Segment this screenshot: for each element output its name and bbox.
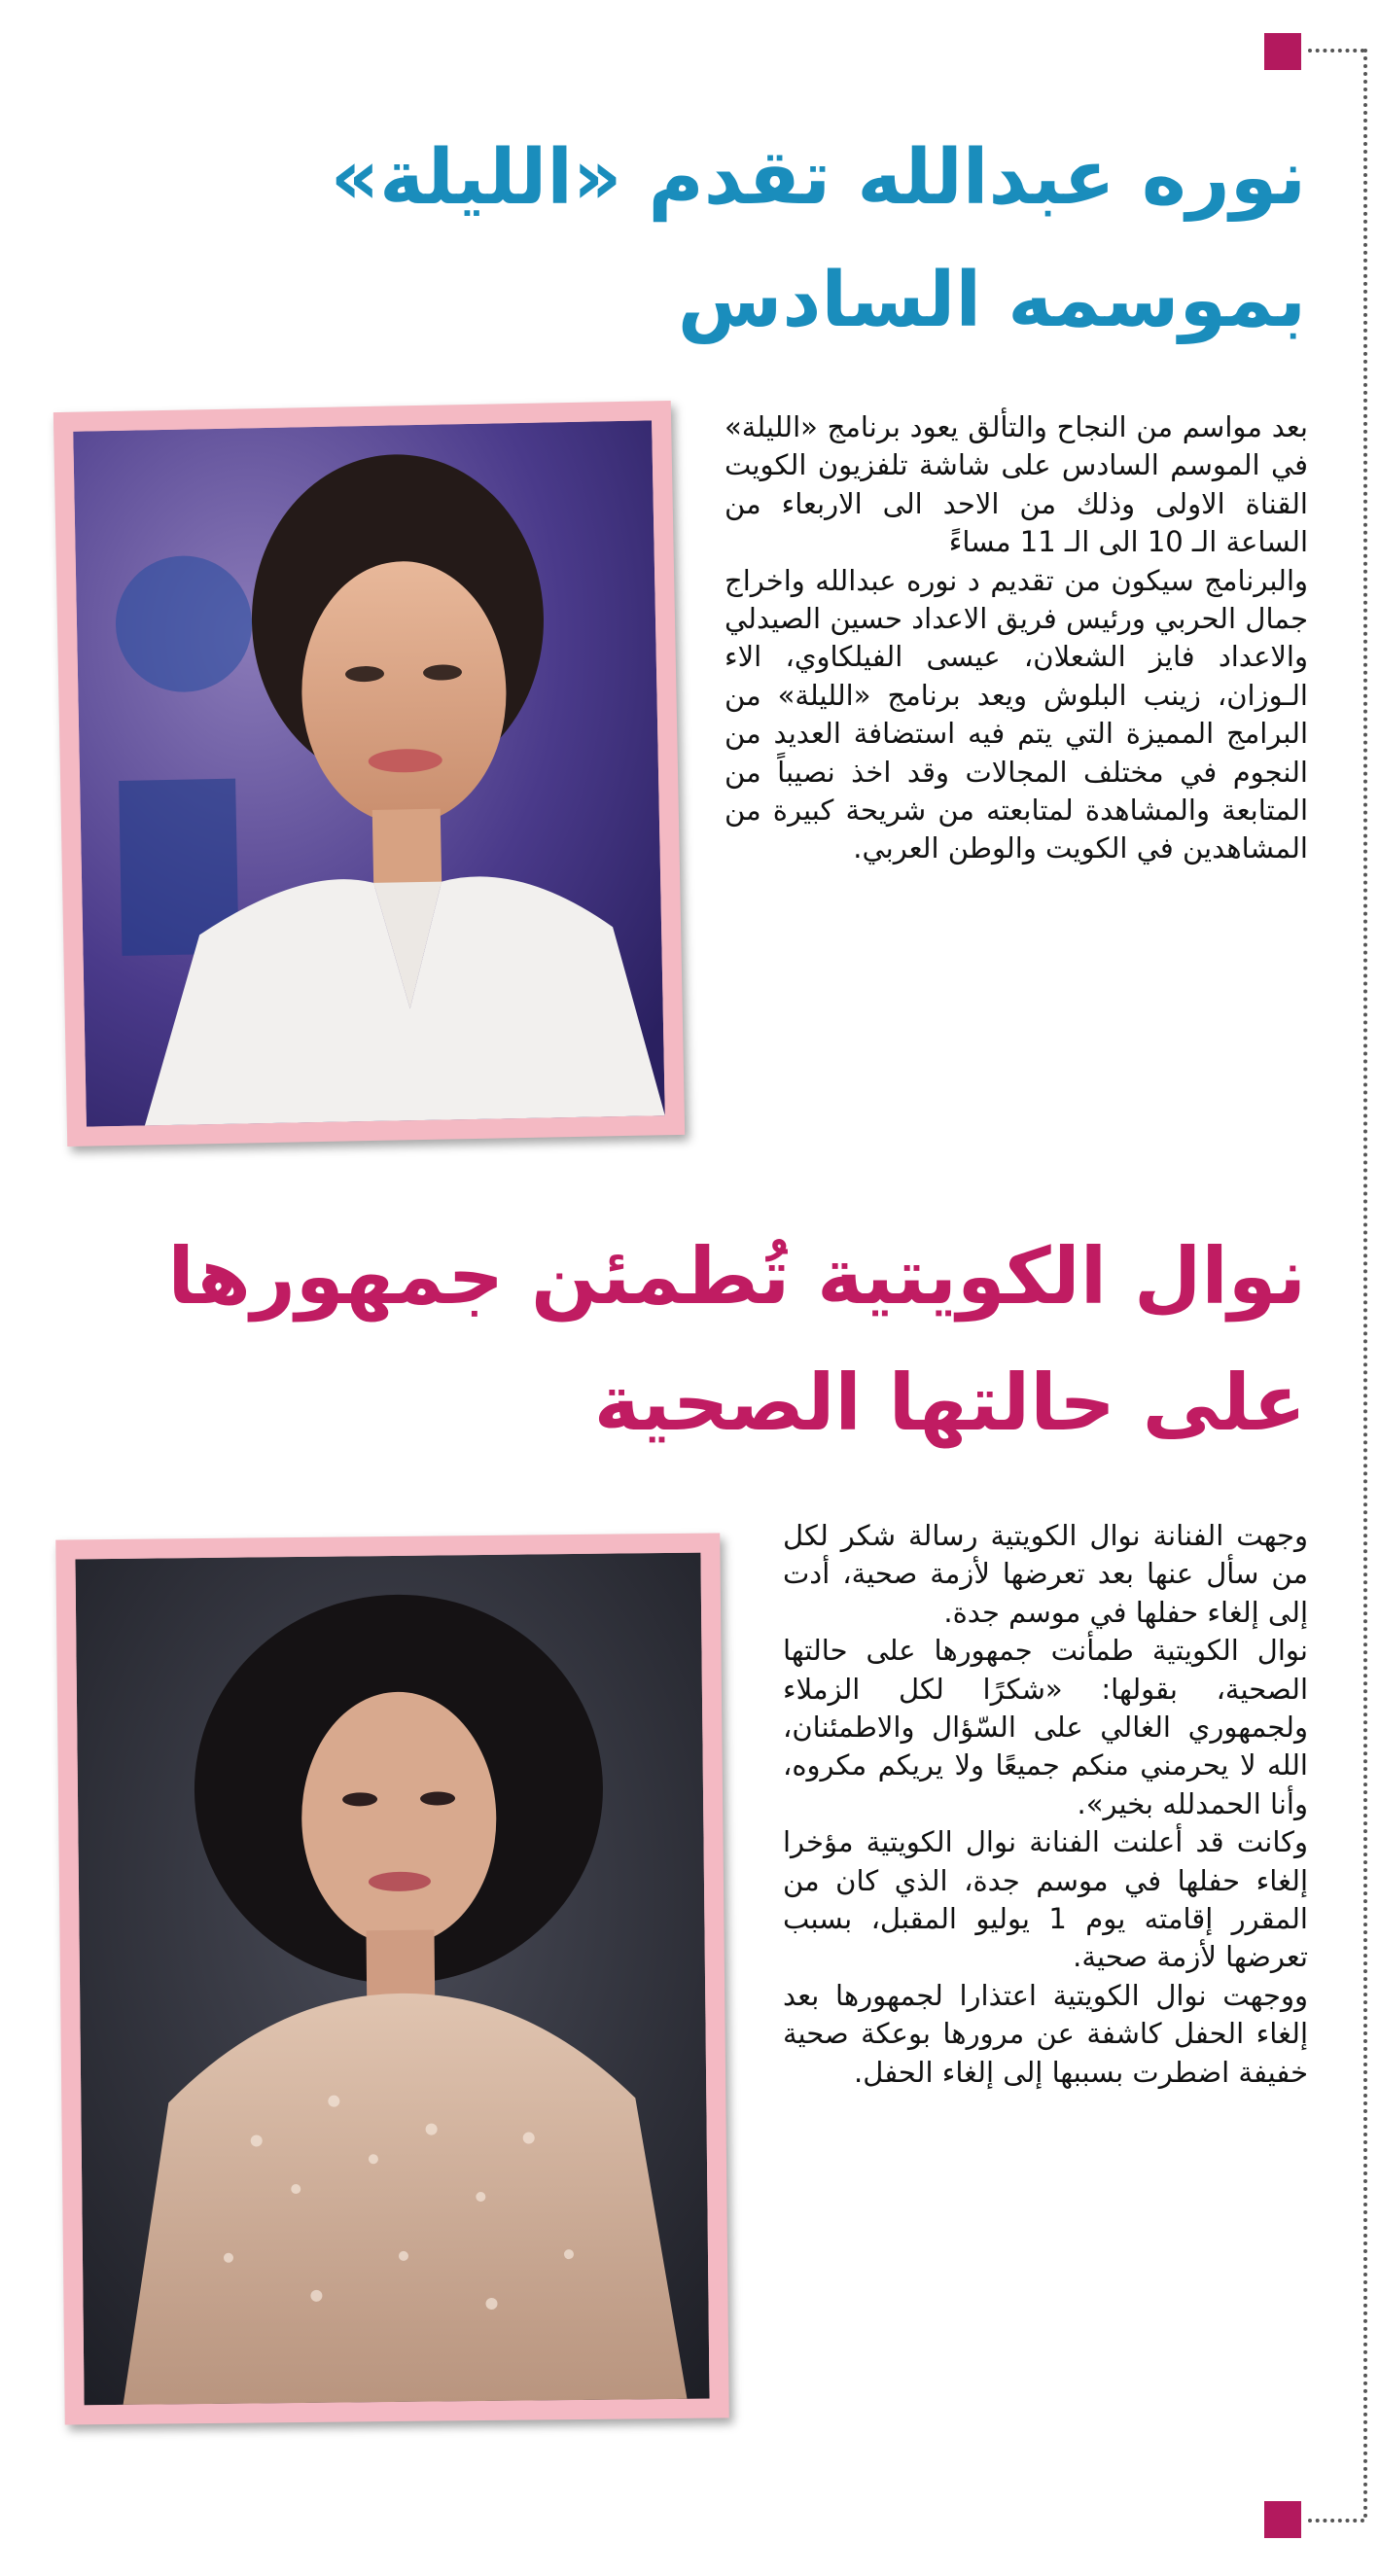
article2-paragraph: نوال الكويتية طمأنت جمهورها على حالتها الصحية، بقولها: «شكرًا لكل الزملاء ولجمهوري الغالي على السّؤال والاطمئنان، الله لا يحرمني منكم جميعًا ولا يريكم مكروه، وأنا الحمدلله بخير». bbox=[783, 1634, 1308, 1820]
dotted-rule-vertical bbox=[1363, 49, 1367, 2521]
corner-square-top bbox=[1264, 33, 1301, 70]
article1-paragraph: بعد مواسم من النجاح والتألق يعود برنامج «الليلة» في الموسم السادس على شاشة تلفزيون الكويت القناة الاولى وذلك من الاحد الى الاربعاء من الساعة الـ 10 الى الـ 11 مساءً bbox=[725, 410, 1308, 559]
article2-headline bbox=[167, 1214, 1306, 1465]
dotted-rule-top bbox=[1308, 49, 1364, 53]
article1-headline-line2: بموسمه السادس bbox=[677, 257, 1306, 345]
article2-paragraph: ووجهت نوال الكويتية اعتذارا لجمهورها بعد إلغاء الحفل كاشفة عن مرورها بوعكة صحية خفيفة اضطرت بسببها إلى إلغاء الحفل. bbox=[783, 1978, 1308, 2089]
article1-body bbox=[725, 408, 1308, 868]
article1-headline-line1: نوره عبدالله تقدم «الليلة» bbox=[330, 134, 1306, 222]
article2-paragraph: وكانت قد أعلنت الفنانة نوال الكويتية مؤخرا إلغاء حفلها في موسم جدة، الذي كان من المقرر إقامته يوم 1 يوليو المقبل، بسبب تعرضها لأزمة صحية. bbox=[783, 1825, 1308, 1974]
article1-photo bbox=[53, 401, 685, 1147]
article2-body bbox=[783, 1517, 1308, 2092]
dotted-rule-bottom bbox=[1308, 2519, 1364, 2523]
presenter-portrait-image bbox=[73, 420, 665, 1126]
article2-headline-line2: على حالتها الصحية bbox=[593, 1357, 1306, 1448]
article2-headline-line1: نوال الكويتية تُطمئن جمهورها bbox=[167, 1231, 1306, 1322]
singer-portrait-image bbox=[75, 1553, 709, 2406]
article2-paragraph: وجهت الفنانة نوال الكويتية رسالة شكر لكل من سأل عنها بعد تعرضها لأزمة صحية، أدت إلى إلغاء حفلها في موسم جدة. bbox=[783, 1519, 1308, 1629]
article1-paragraph: والبرنامج سيكون من تقديم د نوره عبدالله واخراج جمال الحربي ورئيس فريق الاعداد حسين الصيدلي والاعداد فايز الشعلان، عيسى الفيلكاوي، الاء الـوزان، زينب البلوش ويعد برنامج «الليلة» من البرامج المميزة التي يتم فيه استضافة العديد من النجوم في مختلف المجالات وقد اخذ نصيباً من المتابعة والمشاهدة لمتابعته من شريحة كبيرة من المشاهدين في الكويت والوطن العربي. bbox=[725, 563, 1308, 865]
corner-square-bottom bbox=[1264, 2501, 1301, 2538]
article2-photo bbox=[55, 1533, 728, 2424]
article1-headline bbox=[331, 117, 1306, 363]
